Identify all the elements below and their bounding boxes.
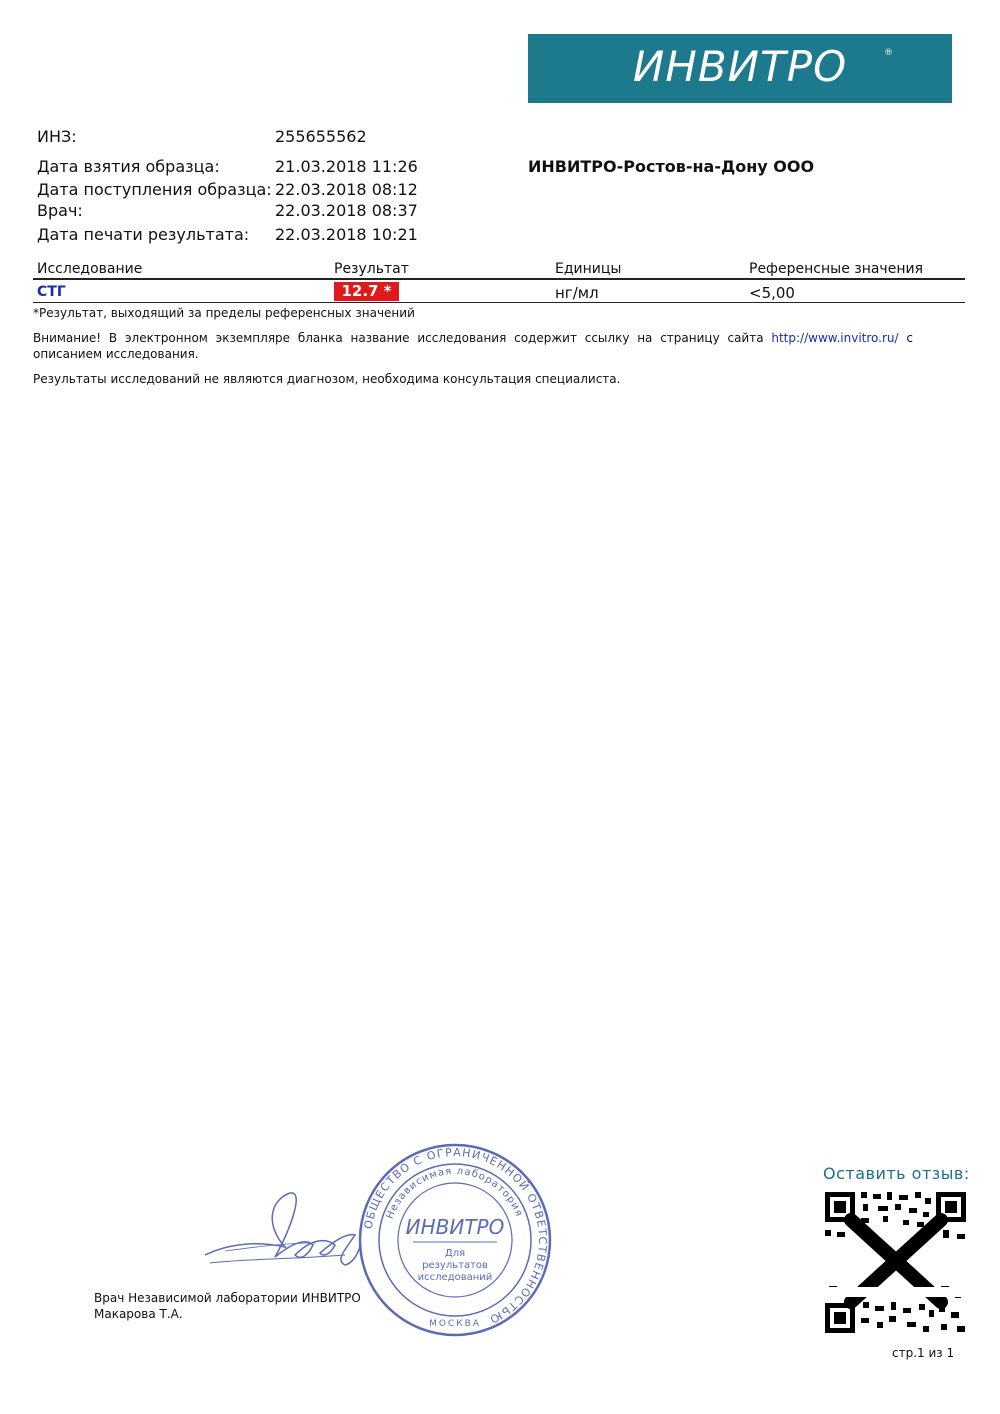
logo-text: ИНВИТРО <box>632 42 848 91</box>
notice-text-tail: с <box>906 331 913 345</box>
notice-line-1 <box>33 330 913 346</box>
received-date-value: 22.03.2018 08:12 <box>275 180 418 199</box>
doctor-value: 22.03.2018 08:37 <box>275 201 418 220</box>
print-date-value: 22.03.2018 10:21 <box>275 225 418 244</box>
column-header-units: Единицы <box>555 261 622 277</box>
doctor-signature <box>195 1185 370 1285</box>
diagnosis-disclaimer: Результаты исследований не являются диагнозом, необходима консультация специалиста. <box>33 372 621 386</box>
column-header-result: Результат <box>334 261 409 277</box>
logo-registered-mark: ® <box>884 48 893 58</box>
sample-date-value: 21.03.2018 11:26 <box>275 157 418 176</box>
page-number: стр.1 из 1 <box>892 1346 955 1360</box>
doctor-title: Врач Независимой лаборатории ИНВИТРО <box>94 1291 361 1305</box>
doctor-signature-caption <box>94 1290 361 1322</box>
doctor-name: Макарова Т.А. <box>94 1307 183 1321</box>
reference-range: <5,00 <box>749 284 795 302</box>
column-header-test: Исследование <box>37 261 143 277</box>
result-units: нг/мл <box>555 284 599 302</box>
stamp-sub-2: результатов <box>422 1260 488 1271</box>
result-value-flagged: 12.7 * <box>334 282 399 301</box>
stamp-sub-3: исследований <box>417 1272 493 1283</box>
stamp-outer-text: ОБЩЕСТВО С ОГРАНИЧЕННОЙ ОТВЕТСТВЕННОСТЬЮ <box>361 1145 550 1327</box>
sample-date-label: Дата взятия образца: <box>37 157 220 176</box>
electronic-copy-notice <box>33 330 913 362</box>
lab-name: ИНВИТРО-Ростов-на-Дону ООО <box>528 157 815 176</box>
table-header-rule <box>33 278 965 280</box>
stamp-sub-1: Для <box>444 1248 466 1259</box>
feedback-qr-code[interactable] <box>823 1190 968 1335</box>
partial-value: 255655562 <box>275 127 367 146</box>
laboratory-stamp <box>355 1140 555 1340</box>
doctor-label: Врач: <box>37 201 83 220</box>
notice-text: Внимание! В электронном экземпляре бланка название исследования содержит ссылку на страницу сайта <box>33 331 764 345</box>
column-header-reference: Референсные значения <box>749 261 923 277</box>
stamp-center-text: ИНВИТРО <box>405 1215 505 1239</box>
invitro-website-link[interactable]: http://www.invitro.ru/ <box>771 331 899 345</box>
print-date-label: Дата печати результата: <box>37 225 250 244</box>
test-name-link[interactable]: СТГ <box>37 284 66 300</box>
stamp-city: МОСКВА <box>429 1319 481 1329</box>
received-date-label: Дата поступления образца: <box>37 180 272 199</box>
table-bottom-rule <box>33 302 965 303</box>
invitro-logo <box>528 34 952 103</box>
stamp-inner-text: Независимая лаборатория <box>384 1165 525 1221</box>
out-of-range-note: *Результат, выходящий за пределы референсных значений <box>33 306 415 320</box>
partial-label: ИНЗ: <box>37 127 77 146</box>
feedback-label: Оставить отзыв: <box>823 1164 970 1183</box>
notice-line-2: описанием исследования. <box>33 347 199 361</box>
